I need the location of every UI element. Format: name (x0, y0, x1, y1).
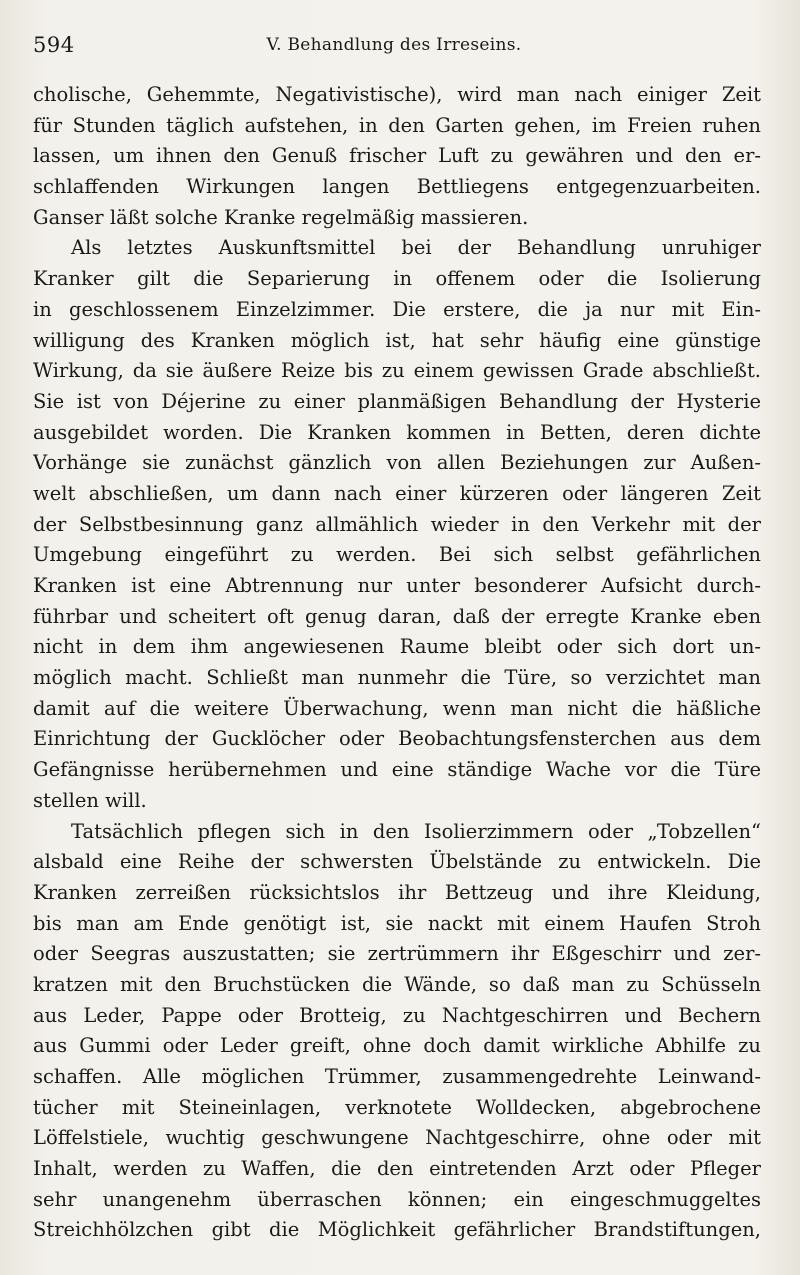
text-line: Sie ist von Déjerine zu einer planmäßigen Behandlung der Hysterie (33, 389, 761, 413)
text-line: willigung des Kranken möglich ist, hat sehr häufig eine günstige (33, 328, 761, 352)
text-line: der Selbstbesinnung ganz allmählich wieder in den Verkehr mit der (33, 512, 761, 536)
text-line: aus Gummi oder Leder greift, ohne doch damit wirkliche Abhilfe zu (33, 1034, 761, 1058)
page-header (33, 33, 755, 61)
text-line: Vorhänge sie zunächst gänzlich von allen Beziehungen zur Außen- (33, 451, 761, 475)
text-line: Kranker gilt die Separierung in offenem oder die Isolierung (33, 267, 761, 291)
text-line: schaffen. Alle möglichen Trümmer, zusammengedrehte Leinwand- (33, 1065, 761, 1088)
text-line: cholische, Gehemmte, Negativistische), wird man nach einiger Zeit (33, 83, 761, 106)
text-line: alsbald eine Reihe der schwersten Übelstände zu entwickeln. Die (33, 850, 761, 874)
text-line: damit auf die weitere Überwachung, wenn man nicht die häßliche (33, 696, 761, 720)
body-text (33, 80, 761, 1246)
text-line: Kranken zerreißen rücksichtslos ihr Bettzeug und ihre Kleidung, (33, 880, 761, 904)
text-line: lassen, um ihnen den Genuß frischer Luft zu gewähren und den er- (33, 144, 761, 168)
text-line: Kranken ist eine Abtrennung nur unter besonderer Aufsicht durch- (33, 574, 761, 597)
text-line: ausgebildet worden. Die Kranken kommen in Betten, deren dichte (33, 420, 761, 444)
text-line: kratzen mit den Bruchstücken die Wände, so daß man zu Schüsseln (33, 972, 761, 996)
text-line: oder Seegras auszustatten; sie zertrümmern ihr Eßgeschirr und zer- (33, 942, 761, 966)
text-line: möglich macht. Schließt man nunmehr die Türe, so verzichtet man (33, 666, 761, 690)
page-number: 594 (33, 33, 75, 57)
text-line: aus Leder, Pappe oder Brotteig, zu Nachtgeschirren und Bechern (33, 1003, 761, 1027)
text-line: Ganser läßt solche Kranke regelmäßig massieren. (33, 205, 529, 229)
text-line: nicht in dem ihm angewiesenen Raume bleibt oder sich dort un- (33, 635, 761, 659)
text-line: Umgebung eingeführt zu werden. Bei sich selbst gefährlichen (33, 543, 761, 567)
text-line: Tatsächlich pflegen sich in den Isolierzimmern oder „Tobzellen“ (71, 819, 761, 843)
running-head: V. Behandlung des Irreseins. (266, 35, 522, 55)
text-line: stellen will. (33, 788, 147, 812)
text-line: führbar und scheitert oft genug daran, daß der erregte Kranke eben (33, 604, 761, 628)
text-line: Löffelstiele, wuchtig geschwungene Nachtgeschirre, ohne oder mit (33, 1126, 761, 1150)
text-line: für Stunden täglich aufstehen, in den Garten gehen, im Freien ruhen (33, 113, 761, 137)
text-line: Einrichtung der Gucklöcher oder Beobachtungsfensterchen aus dem (33, 727, 761, 751)
text-line: schlaffenden Wirkungen langen Bettliegens entgegenzuarbeiten. (33, 175, 761, 199)
text-line: sehr unangenehm überraschen können; ein eingeschmuggeltes (33, 1187, 761, 1211)
text-line: Als letztes Auskunftsmittel bei der Behandlung unruhiger (71, 236, 761, 260)
text-line: Inhalt, werden zu Waffen, die den eintretenden Arzt oder Pfleger (33, 1157, 761, 1181)
text-line: tücher mit Steineinlagen, verknotete Wolldecken, abgebrochene (33, 1095, 761, 1119)
text-line: in geschlossenem Einzelzimmer. Die erstere, die ja nur mit Ein- (33, 297, 761, 321)
text-line: Gefängnisse herübernehmen und eine ständige Wache vor die Türe (33, 758, 761, 782)
text-line: Wirkung, da sie äußere Reize bis zu einem gewissen Grade abschließt. (33, 359, 761, 383)
text-line: Streichhölzchen gibt die Möglichkeit gefährlicher Brandstiftungen, (33, 1218, 761, 1242)
text-line: welt abschließen, um dann nach einer kürzeren oder längeren Zeit (33, 481, 761, 505)
text-line: bis man am Ende genötigt ist, sie nackt mit einem Haufen Stroh (33, 911, 761, 935)
